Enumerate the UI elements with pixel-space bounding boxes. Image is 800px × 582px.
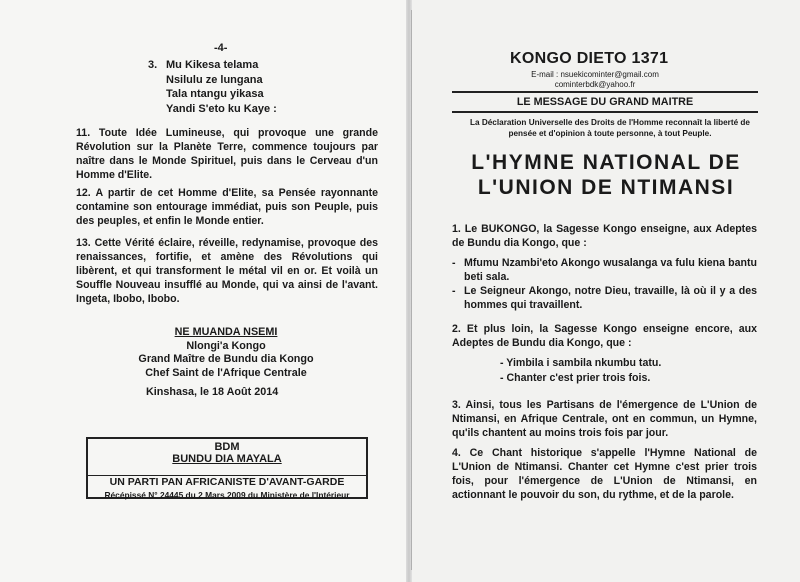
signatory-title-3: Chef Saint de l'Afrique Centrale [145,366,307,379]
bullet-2 [452,284,757,312]
paragraph-12: 12. A partir de cet Homme d'Elite, sa Pensée rayonnante contamine son entourage immédiat, puis son Peuple, puis des peuples, et enfin le Monde entier. [76,187,378,227]
page-number: -4- [214,42,228,54]
hymn-title [420,150,792,200]
place-date: Kinshasa, le 18 Août 2014 [146,386,279,398]
verse-line-2: Nsilulu ze lungana [166,73,263,86]
signatory-title-2: Grand Maître de Bundu dia Kongo [138,353,314,365]
fold-line [411,10,412,570]
verse-line-4: Yandi S'eto ku Kaye : [166,102,277,115]
rule-bottom [452,111,758,113]
bdm-title: BDM [214,441,240,453]
signatory-title-1: Nlongi'a Kongo [186,339,266,352]
bdm-header [88,439,366,476]
signature-block [96,326,356,380]
verse-number: 3. [148,59,158,71]
hymn-title-line-1: L'HYMNE NATIONAL DE [471,151,741,174]
right-paragraph-1: 1. Le BUKONGO, la Sagesse Kongo enseigne, aux Adeptes de Bundu dia Kongo, que : [452,223,757,249]
verse-line-1: Mu Kikesa telama [166,59,259,71]
newsletter-title: KONGO DIETO 1371 [510,50,669,67]
signatory-name: NE MUANDA NSEMI [174,326,278,338]
right-paragraph-2: 2. Et plus loin, la Sagesse Kongo enseigne encore, aux Adeptes de Bundu dia Kongo, que : [452,323,757,349]
bdm-box [86,437,368,499]
sub-bullet-2: - Chanter c'est prier trois fois. [500,372,651,384]
bdm-receipt: Récépissé N° 24445 du 2 Mars 2009 du Ministère de l'Intérieur [104,490,350,500]
bdm-party: UN PARTI PAN AFRICANISTE D'AVANT-GARDE [109,476,345,488]
rule-top [452,91,758,93]
hymn-title-line-2: L'UNION DE NTIMANSI [477,176,735,199]
sub-bullet-1: - Yimbila i sambila nkumbu tatu. [500,357,662,369]
message-title: LE MESSAGE DU GRAND MAITRE [516,96,694,108]
bdm-subtitle: BUNDU DIA MAYALA [172,453,282,465]
bullet-1 [452,256,757,284]
bullet-dash: - [452,257,456,269]
right-paragraph-3: 3. Ainsi, tous les Partisans de l'émergence de L'Union de Ntimansi, en Afrique Centrale, ont en commun, un Hymne, qu'ils chantent au moins trois fois par jour. [452,399,757,439]
email-line-1: E-mail : nsuekicominter@gmail.com [531,70,659,79]
paragraph-13: 13. Cette Vérité éclaire, réveille, redynamise, provoque des renaissances, fortifie, et amène des Révolutions qui libèrent, et qui transforment le métal vil en or. Et voilà un Souffle Nouveau insufflé au Monde, qui va ainsi de l'avant. Ingeta, Ibobo, Ibobo. [76,237,378,305]
right-paragraph-4: 4. Ce Chant historique s'appelle l'Hymne National de L'Union de Ntimansi. Chanter cet Hymne c'est prier trois fois, pour l'émergence de L'Union de Ntimansi, en actionnant le pouvoir du son, du rythme, et de la parole. [452,447,757,501]
declaration-text: La Déclaration Universelle des Droits de l'Homme reconnaît la liberté de pensée et d'opinion à toute personne, à tout Peuple. [470,118,750,138]
email-line-2: cominterbdk@yahoo.fr [554,80,636,89]
bullet-2-text: Le Seigneur Akongo, notre Dieu, travaille, là où il y a des hommes qui travaillent. [464,285,757,311]
bullet-dash: - [452,285,456,297]
verse-line-3: Tala ntangu yikasa [166,88,264,100]
paragraph-11: 11. Toute Idée Lumineuse, qui provoque une grande Révolution sur la Planète Terre, commence toujours par naître dans le Monde Spirituel, puis dans le Cerveau d'un Homme d'Elite. [76,127,378,181]
bullet-1-text: Mfumu Nzambi'eto Akongo wusalanga va fulu kiena bantu beti sala. [464,257,757,283]
